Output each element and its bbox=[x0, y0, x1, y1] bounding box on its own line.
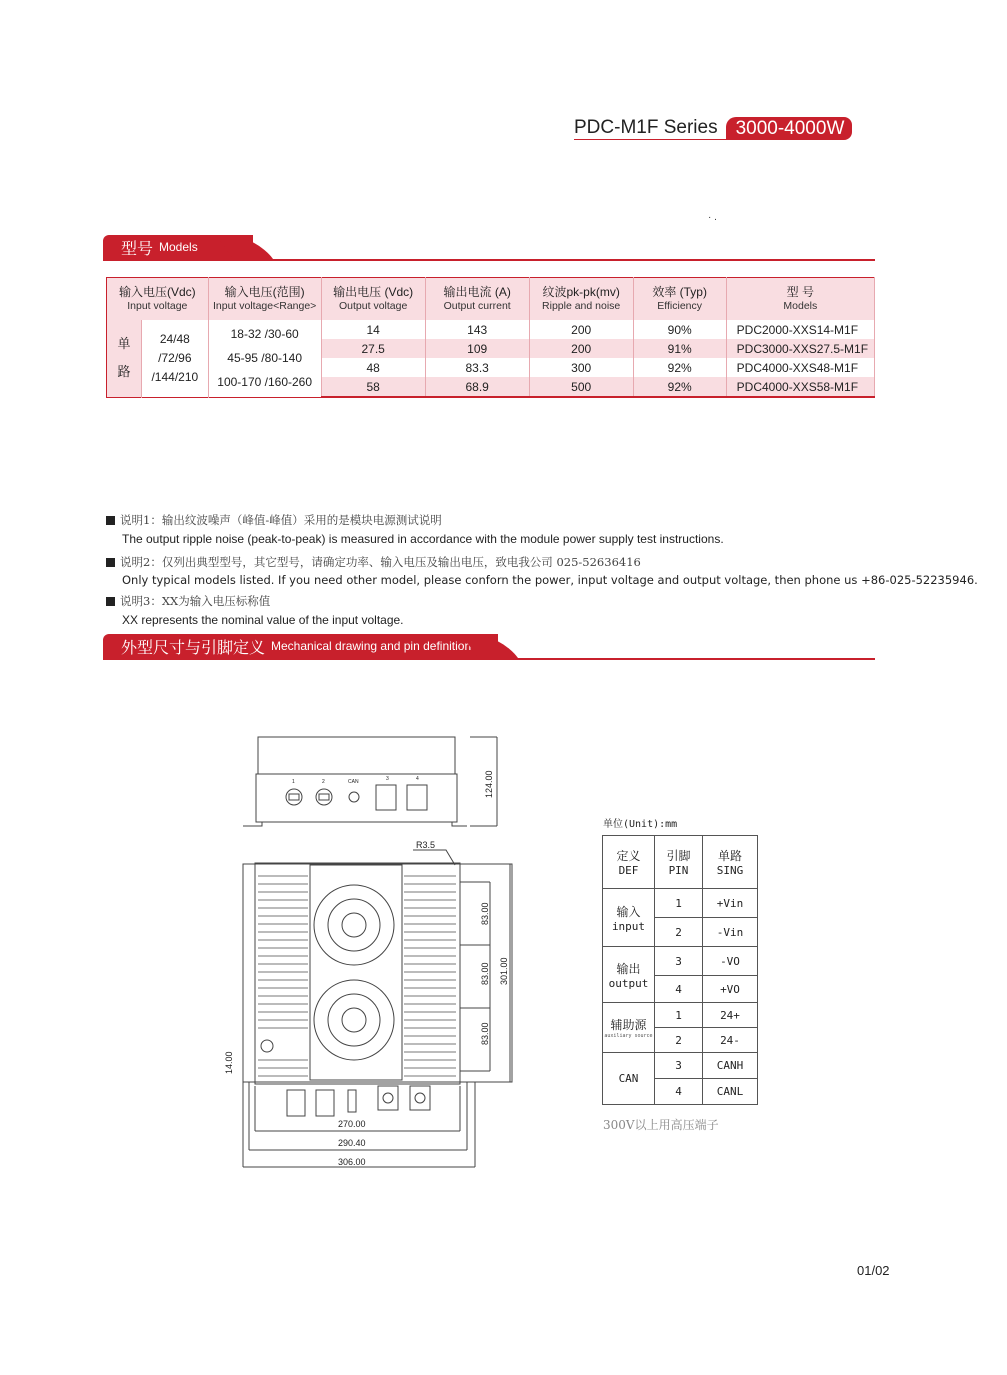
table-row bbox=[107, 320, 875, 339]
cell-efficiency: 92% bbox=[633, 358, 726, 377]
table-row: 2 24- bbox=[603, 1028, 758, 1053]
cell-model: PDC4000-XXS48-M1F bbox=[726, 358, 874, 377]
cell-ripple: 200 bbox=[529, 339, 633, 358]
decorative-dots: · . bbox=[708, 212, 717, 223]
cell-efficiency: 91% bbox=[633, 339, 726, 358]
cell-model: PDC3000-XXS27.5-M1F bbox=[726, 339, 874, 358]
table-row: 输出 output 3 -VO bbox=[603, 947, 758, 976]
note-3: 说明3：XX为输入电压标称值 bbox=[106, 593, 270, 609]
cell-output-current: 143 bbox=[425, 320, 529, 339]
svg-text:CAN: CAN bbox=[348, 779, 359, 785]
cell-efficiency: 92% bbox=[633, 377, 726, 397]
section-title-en: Models bbox=[159, 240, 198, 254]
table-row: 输入 input 1 +Vin bbox=[603, 889, 758, 918]
banner-rule bbox=[103, 658, 875, 660]
section-title-cn: 型号 bbox=[121, 240, 154, 258]
section-title-cn: 外型尺寸与引脚定义 bbox=[121, 639, 266, 657]
bullet-square-icon bbox=[106, 516, 115, 525]
cell-efficiency: 90% bbox=[633, 320, 726, 339]
table-header-row bbox=[107, 278, 875, 321]
radius-label: R3.5 bbox=[416, 840, 436, 850]
series-underline bbox=[574, 139, 744, 140]
col-output-current: 输出电流 (A) Output current bbox=[425, 278, 529, 321]
cell-output-current: 83.3 bbox=[425, 358, 529, 377]
svg-text:3: 3 bbox=[386, 776, 389, 782]
cell-model: PDC2000-XXS14-M1F bbox=[726, 320, 874, 339]
power-range-badge: 3000-4000W bbox=[726, 117, 853, 140]
svg-text:1: 1 bbox=[292, 779, 295, 785]
cell-output-voltage: 14 bbox=[321, 320, 425, 339]
series-header bbox=[574, 116, 852, 140]
col-efficiency: 效率 (Typ) Efficiency bbox=[633, 278, 726, 321]
cell-output-current: 68.9 bbox=[425, 377, 529, 397]
note-1-en: The output ripple noise (peak-to-peak) is measured in accordance with the module power supply test instructions. bbox=[122, 532, 724, 546]
col-input-range: 输入电压(范围) Input voltage<Range> bbox=[208, 278, 321, 321]
cell-output-voltage: 48 bbox=[321, 358, 425, 377]
svg-text:14.00: 14.00 bbox=[224, 1051, 234, 1074]
svg-text:83.00: 83.00 bbox=[480, 962, 490, 985]
cell-ripple: 300 bbox=[529, 358, 633, 377]
svg-text:83.00: 83.00 bbox=[480, 1022, 490, 1045]
table-row: 2 -Vin bbox=[603, 918, 758, 947]
svg-text:83.00: 83.00 bbox=[480, 902, 490, 925]
col-output-voltage: 输出电压 (Vdc) Output voltage bbox=[321, 278, 425, 321]
input-range-cell: 18-32 /30-60 45-95 /80-140 100-170 /160-260 bbox=[208, 320, 321, 397]
table-row: 4 CANL bbox=[603, 1079, 758, 1105]
bullet-square-icon bbox=[106, 597, 115, 606]
unit-label: 单位(Unit):mm bbox=[603, 819, 678, 830]
note-1: 说明1：输出纹波噪声（峰值-峰值）采用的是模块电源测试说明 bbox=[106, 512, 442, 528]
col-input-voltage: 输入电压(Vdc) Input voltage bbox=[107, 278, 209, 321]
bullet-square-icon bbox=[106, 558, 115, 567]
high-voltage-note: 300V以上用高压端子 bbox=[603, 1118, 719, 1132]
table-row: 辅助源 auxiliary source 1 24+ bbox=[603, 1003, 758, 1028]
svg-text:2: 2 bbox=[322, 779, 325, 785]
table-row: CAN 3 CANH bbox=[603, 1053, 758, 1079]
svg-text:290.40: 290.40 bbox=[338, 1138, 366, 1148]
single-channel-label: 单 路 bbox=[107, 320, 142, 397]
cell-model: PDC4000-XXS58-M1F bbox=[726, 377, 874, 397]
section-title-en: Mechanical drawing and pin definition bbox=[271, 639, 472, 653]
note-2-en: Only typical models listed. If you need other model, please conforn the power, input voltage and output voltage, then phone us +86-025-52235946. bbox=[122, 573, 978, 587]
table-row: 4 +VO bbox=[603, 976, 758, 1003]
note-3-en: XX represents the nominal value of the input voltage. bbox=[122, 613, 404, 627]
cell-output-current: 109 bbox=[425, 339, 529, 358]
cell-ripple: 200 bbox=[529, 320, 633, 339]
banner-rule bbox=[103, 259, 875, 261]
note-2: 说明2：仅列出典型型号，其它型号，请确定功率、输入电压及输出电压，致电我公司 025-52636416 bbox=[106, 554, 641, 570]
pin-definition-table bbox=[602, 835, 758, 1105]
input-voltage-cell: 24/48 /72/96 /144/210 bbox=[142, 320, 209, 397]
mechanical-drawing bbox=[215, 725, 525, 1175]
page-number: 01/02 bbox=[857, 1263, 890, 1278]
models-table bbox=[106, 277, 875, 398]
cell-ripple: 500 bbox=[529, 377, 633, 397]
svg-text:4: 4 bbox=[416, 776, 419, 782]
svg-text:270.00: 270.00 bbox=[338, 1119, 366, 1129]
svg-text:306.00: 306.00 bbox=[338, 1157, 366, 1167]
col-models: 型 号 Models bbox=[726, 278, 874, 321]
svg-text:301.00: 301.00 bbox=[499, 957, 509, 985]
height-dimension: 124.00 bbox=[484, 770, 494, 798]
pin-header-row: 定义 DEF 引脚 PIN 单路 SING bbox=[603, 836, 758, 889]
series-name: PDC-M1F Series bbox=[574, 117, 718, 138]
cell-output-voltage: 58 bbox=[321, 377, 425, 397]
col-ripple: 纹波pk-pk(mv) Ripple and noise bbox=[529, 278, 633, 321]
cell-output-voltage: 27.5 bbox=[321, 339, 425, 358]
